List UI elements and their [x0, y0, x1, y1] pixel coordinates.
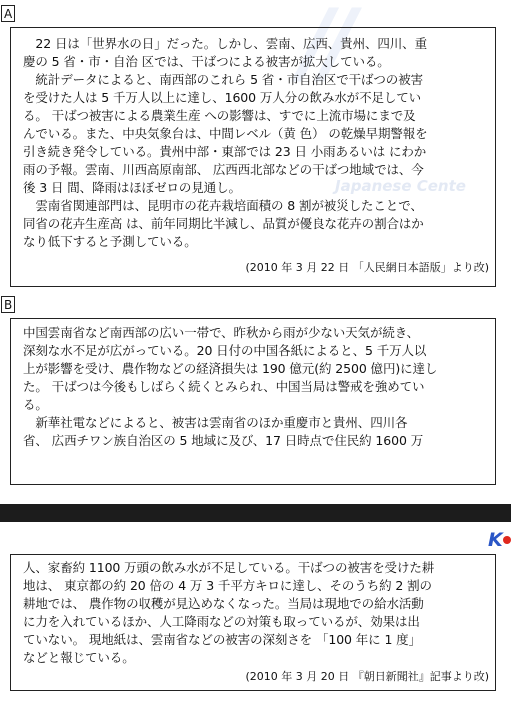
- section-a-paragraph-1: 22 日は「世界水の日」だった。しかし、雲南、広西、貴州、四川、重 慶の 5 省・市・自治 区では、干ばつによる被害が拡大している。: [23, 36, 427, 69]
- section-b-paragraph-1: 中国雲南省など南西部の広い一帯で、昨秋から雨が少ない天気が続き、 深刻な水不足が広がっている。20 日付の中国各紙によると、5 千万人以 上が影響を受け、農作物などの経済損失は 190 億元(約 2500 億円)に達し た。 干ばつは今後もしばらく続くとみられ、中国当局は警戒を強めてい る。: [23, 325, 438, 412]
- section-b-continued-body: [23, 559, 493, 667]
- logo-icon: [488, 528, 511, 550]
- section-a-source: (2010 年 3 月 22 日 「人民網日本語版」より改): [245, 261, 489, 274]
- section-a-box: [10, 27, 496, 287]
- page-break-band: [0, 504, 511, 522]
- watermark-logo: //: [300, 0, 346, 95]
- watermark-text: Japanese Cente: [335, 177, 466, 195]
- section-b-box: [10, 318, 496, 485]
- section-b-source: (2010 年 3 月 20 日 『朝日新聞社』記事より改): [245, 670, 489, 683]
- section-b-paragraph-2: 新華社電などによると、被害は雲南省のほか重慶市と貴州、四川各 省、 広西チワン族自治区の 5 地域に及び、17 日時点で住民約 1600 万: [23, 415, 424, 448]
- section-a-tag: A: [1, 5, 15, 22]
- section-a-body: [23, 35, 493, 251]
- logo-letter: K: [488, 529, 503, 550]
- section-b-tag: B: [1, 296, 15, 313]
- section-b-body: [23, 324, 493, 450]
- section-b-continued-paragraph-1: 人、家畜約 1100 万頭の飲み水が不足している。干ばつの被害を受けた耕 地は、 東京都の約 20 倍の 4 万 3 千平方キロに達し、そのうち約 2 割の 耕地では、 農作物の収穫が見込めなくなった。当局は現地での給水活動 に力を入れているほか、人工降雨などの対策も取っているが、効果は出 ていない。 現地紙は、雲南省などの被害の深刻さを 「100 年に 1 度」 などと報じている。: [23, 560, 435, 665]
- section-b-continued-box: [10, 554, 496, 691]
- section-a-paragraph-3: 雲南省関連部門は、昆明市の花卉栽培面積の 8 割が被災したことで、 同省の花卉生産高 は、前年同期比半減し、品質が優良な花卉の割合はか なり低下すると予測している。: [23, 198, 424, 249]
- section-a-paragraph-2: 統計データによると、南西部のこれら 5 省・市自治区で干ばつの被害 を受けた人は 5 千万人以上に達し、1600 万人分の飲み水が不足してい る。 干ばつ被害による農業生産 への影響は、すでに上流市場にまで及 んでいる。また、中央気象台は、中間レベル（黄 色） の乾燥早期警報を 引き続き発令している。貴州中部・東部では 23 日 小雨あるいは にわか 雨の予報。雲南、川西高原南部、 広西西北部などの干ばつ地域では、今 後 3 日 間、降雨はほぼゼロの見通し。: [23, 72, 428, 195]
